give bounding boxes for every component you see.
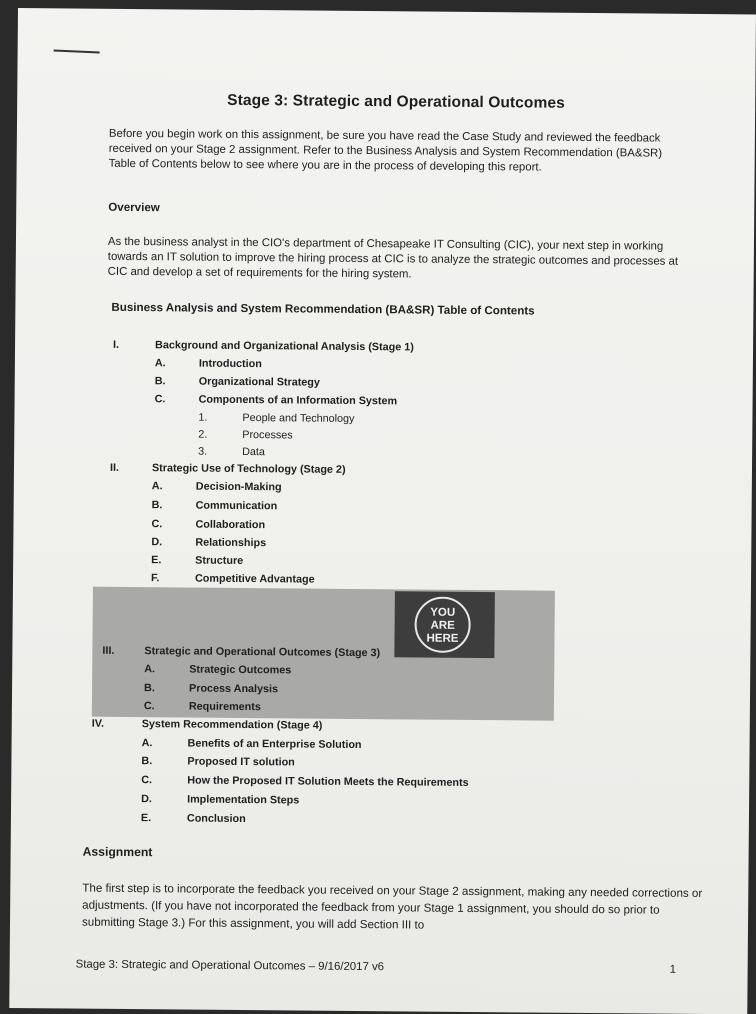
overview-paragraph: As the business analyst in the CIO's department of Chesapeake IT Consulting (CIC), your next step in working towards an IT solution to improve the hiring process at CIC is to analyze the strategic outcomes and processes at CIC and develop a set of requirements for the hiring system. bbox=[107, 235, 679, 281]
toc-text: Strategic Outcomes bbox=[189, 663, 292, 677]
toc-num: I. bbox=[113, 338, 120, 351]
toc-text: Data bbox=[242, 445, 265, 459]
toc-num: E. bbox=[140, 812, 152, 825]
toc-text: Communication bbox=[195, 499, 278, 513]
toc-num: B. bbox=[141, 755, 153, 768]
toc-num: A. bbox=[151, 480, 163, 493]
toc-text: System Recommendation (Stage 4) bbox=[141, 718, 323, 732]
toc-num: B. bbox=[151, 499, 163, 512]
toc-text: Background and Organizational Analysis (Stage 1) bbox=[155, 339, 414, 354]
you-are-here-badge bbox=[394, 591, 495, 658]
toc-num: D. bbox=[151, 536, 163, 549]
toc-num: C. bbox=[154, 393, 166, 406]
assignment-paragraph: The first step is to incorporate the feedback you received on your Stage 2 assignment, making any needed corrections or adjustments. (If you have not incorporated the feedback from your Stage 1 assignment, you should do so prior to submitting Stage 3.) For this assignment, you will add Section III to bbox=[81, 881, 703, 932]
document-page bbox=[9, 8, 756, 1014]
toc-text: Decision-Making bbox=[195, 480, 282, 494]
toc-text: Implementation Steps bbox=[187, 793, 300, 807]
toc-num: D. bbox=[141, 793, 152, 806]
pen-mark bbox=[54, 50, 100, 54]
toc-text: Components of an Information System bbox=[198, 393, 398, 408]
toc-text: Strategic Use of Technology (Stage 2) bbox=[151, 462, 346, 476]
toc-num: A. bbox=[144, 663, 156, 676]
toc-num: III. bbox=[102, 644, 115, 657]
toc-text: Conclusion bbox=[186, 812, 246, 826]
toc-text: Strategic and Operational Outcomes (Stage 3) bbox=[144, 645, 381, 660]
toc-text: Benefits of an Enterprise Solution bbox=[187, 737, 362, 752]
toc-num: IV. bbox=[91, 717, 105, 730]
toc-text: Structure bbox=[195, 554, 244, 567]
toc-num: II. bbox=[109, 461, 120, 474]
toc-num: A. bbox=[141, 737, 153, 750]
toc-text: Proposed IT solution bbox=[187, 755, 295, 769]
toc-text: Competitive Advantage bbox=[194, 572, 315, 586]
page-title: Stage 3: Strategic and Operational Outcomes bbox=[227, 91, 565, 112]
overview-heading: Overview bbox=[108, 200, 160, 215]
toc-text: Relationships bbox=[195, 536, 267, 550]
badge-line-2: ARE bbox=[430, 619, 455, 632]
toc-text: Introduction bbox=[198, 357, 262, 371]
toc-text: Organizational Strategy bbox=[198, 375, 320, 389]
toc-text: Collaboration bbox=[195, 518, 266, 532]
toc-heading: Business Analysis and System Recommendation (BA&SR) Table of Contents bbox=[111, 300, 535, 318]
toc-text: Process Analysis bbox=[189, 682, 279, 696]
badge-line-3: HERE bbox=[426, 632, 459, 645]
toc-num: C. bbox=[141, 774, 153, 787]
page-footer: Stage 3: Strategic and Operational Outcomes – 9/16/2017 v6 bbox=[75, 958, 385, 974]
toc-num: C. bbox=[151, 518, 163, 531]
toc-num: 2. bbox=[198, 428, 208, 441]
intro-paragraph: Before you begin work on this assignment, be sure you have read the Case Study and reviewed the feedback received on your Stage 2 assignment. Refer to the Business Analysis and System Recommendation (BA&SR) Table of Contents below to see where you are in the process of developing this report. bbox=[108, 127, 663, 174]
toc-num: A. bbox=[154, 357, 166, 370]
toc-text: People and Technology bbox=[242, 411, 355, 425]
toc-text: How the Proposed IT Solution Meets the Requirements bbox=[187, 774, 469, 789]
toc-text: Processes bbox=[242, 428, 293, 442]
you-are-here-circle bbox=[414, 596, 470, 652]
assignment-heading: Assignment bbox=[82, 844, 153, 860]
toc-num: E. bbox=[151, 554, 162, 567]
toc-num: C. bbox=[143, 700, 155, 713]
toc-num: 3. bbox=[198, 445, 208, 458]
badge-line-1: YOU bbox=[430, 606, 456, 619]
toc-text: Requirements bbox=[188, 700, 261, 714]
toc-num: B. bbox=[144, 682, 155, 695]
toc-num: 1. bbox=[198, 411, 208, 424]
page-number: 1 bbox=[669, 963, 677, 976]
toc-num: B. bbox=[154, 375, 166, 388]
toc-num: F. bbox=[150, 572, 160, 585]
